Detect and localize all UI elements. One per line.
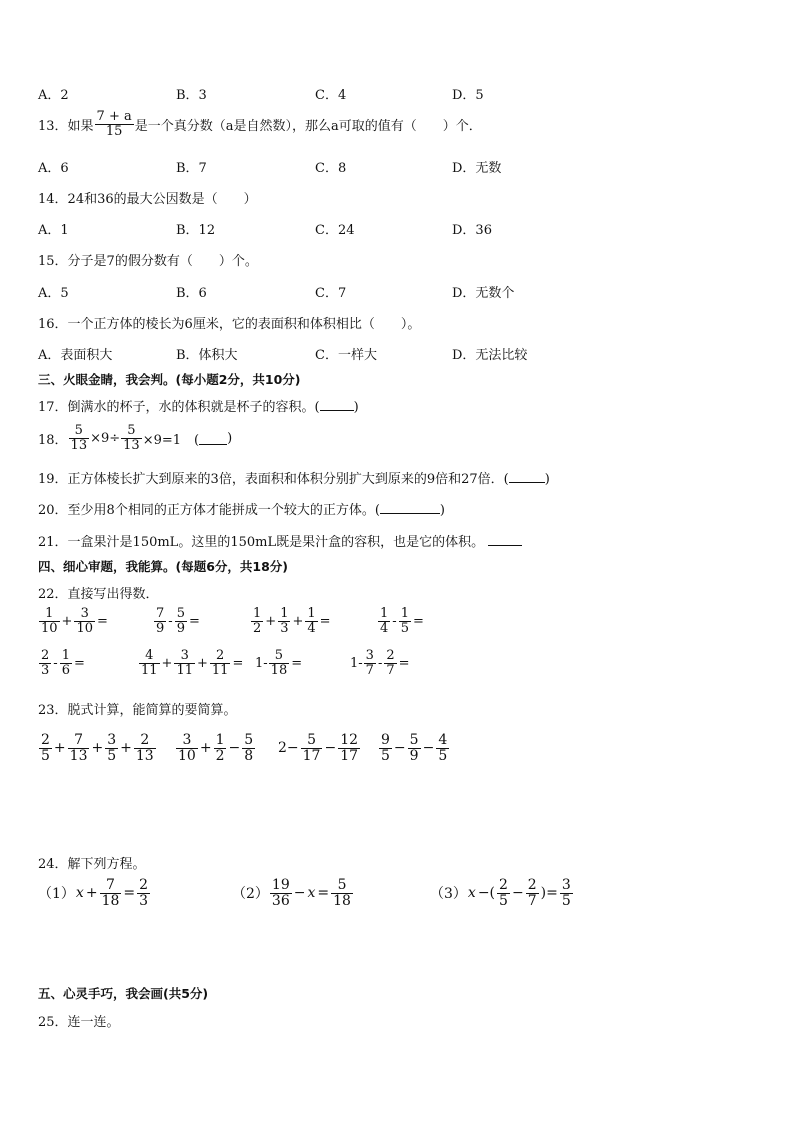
equals: = — [319, 613, 331, 629]
question-18 — [38, 424, 232, 452]
item-number: （1） — [38, 886, 75, 903]
operator: + — [120, 740, 132, 757]
frac-den: 7 — [365, 662, 374, 678]
frac-num: 5 — [244, 732, 254, 748]
frac-num: 1 — [253, 606, 262, 621]
item-number: （3） — [430, 886, 467, 903]
q13-prefix: 13．如果 — [38, 118, 94, 134]
q23-expression-1 — [38, 733, 157, 763]
operator: − — [511, 885, 524, 902]
section-5-heading: 五、心灵手巧，我会画(共5分) — [38, 986, 209, 1001]
operator: − — [324, 740, 337, 757]
frac-den: 7 — [527, 892, 537, 909]
equals: = — [188, 613, 200, 629]
frac-den: 13 — [135, 747, 154, 764]
q13-suffix: 是一个真分数（a是自然数），那么a可取的值有（ ）个． — [134, 118, 482, 134]
option-a: A．5 — [38, 286, 69, 301]
operator: − — [293, 885, 306, 902]
frac-den: 11 — [211, 662, 229, 678]
frac-num: 1 — [61, 648, 70, 663]
option-a: A．6 — [38, 161, 69, 176]
frac-num: 5 — [409, 732, 419, 748]
operator: + — [199, 740, 212, 757]
question-20 — [38, 499, 445, 518]
operator: + — [161, 655, 173, 671]
q18-suffix: ×9=1 ( — [142, 432, 200, 448]
frac-den: 10 — [41, 620, 58, 636]
equals: = — [73, 655, 85, 671]
q20-text: 20．至少用8个相同的正方体才能拼成一个较大的正方体。( — [38, 503, 380, 518]
q24-equation-3 — [430, 878, 574, 908]
frac-num: 5 — [121, 424, 142, 439]
variable-x: x — [307, 885, 316, 902]
frac-den: 18 — [101, 892, 120, 909]
equals: = — [123, 885, 136, 902]
operator: − — [393, 740, 406, 757]
q18-fraction-1 — [69, 424, 90, 452]
frac-num: 1 — [307, 606, 316, 621]
frac-num: 12 — [340, 732, 359, 748]
operator: − — [422, 740, 435, 757]
question-13 — [38, 110, 482, 138]
frac-den: 5 — [381, 747, 390, 764]
frac-den: 3 — [139, 892, 149, 909]
operator: + — [292, 613, 304, 629]
frac-num: 7 — [100, 878, 122, 894]
frac-num: 1 — [39, 607, 60, 622]
frac-num: 3 — [74, 607, 95, 622]
lead-term: 2− — [278, 740, 299, 757]
operator: + — [85, 885, 98, 902]
frac-den: 13 — [69, 747, 88, 764]
frac-num: 4 — [438, 732, 448, 748]
operator: )= — [540, 885, 558, 902]
q22-item-7 — [255, 649, 303, 677]
frac-num: 2 — [41, 732, 50, 748]
q22-item-5 — [38, 649, 86, 677]
q18-fraction-2 — [121, 424, 142, 452]
option-c: C．一样大 — [315, 348, 377, 363]
frac-num: 2 — [134, 733, 156, 749]
frac-num: 1 — [380, 606, 389, 621]
q17-text: 17．倒满水的杯子，水的体积就是杯子的容积。( — [38, 400, 320, 415]
equals: = — [398, 655, 410, 671]
operator: + — [61, 613, 73, 629]
q22-item-1 — [38, 607, 109, 635]
section-3-heading: 三、火眼金睛，我会判。(每小题2分，共10分) — [38, 372, 301, 387]
section-4-heading: 四、细心审题，我能算。(每题6分，共18分) — [38, 559, 289, 574]
q24-equation-2 — [232, 878, 354, 908]
frac-den: 5 — [438, 747, 448, 764]
close-paren: ) — [439, 503, 445, 518]
option-a: A．1 — [38, 223, 69, 238]
lead-term: 1- — [255, 655, 268, 671]
frac-den: 13 — [123, 437, 140, 453]
frac-num: 2 — [527, 877, 537, 893]
option-c: C．4 — [315, 88, 347, 103]
frac-den: 17 — [302, 747, 321, 764]
q23-expression-3 — [277, 733, 361, 763]
frac-den: 9 — [409, 747, 419, 764]
option-d: D．无数 — [452, 161, 502, 176]
answer-blank[interactable] — [380, 501, 440, 514]
frac-num: 7 — [68, 733, 90, 749]
frac-den: 10 — [76, 620, 93, 636]
frac-den: 5 — [499, 892, 508, 909]
operator: + — [265, 613, 277, 629]
option-d: D．无数个 — [452, 286, 515, 301]
frac-den: 13 — [70, 437, 88, 453]
option-d: D．5 — [452, 88, 484, 103]
frac-den: 18 — [270, 662, 288, 678]
question-22: 22．直接写出得数． — [38, 587, 159, 602]
q23-expression-2 — [175, 733, 256, 763]
operator: − — [228, 740, 241, 757]
option-b: B．6 — [176, 286, 207, 301]
frac-num: 5 — [269, 649, 290, 664]
frac-num: 2 — [41, 648, 50, 663]
frac-den: 5 — [41, 747, 50, 764]
frac-num: 2 — [386, 648, 395, 663]
frac-num: 2 — [139, 877, 149, 893]
frac-num: 19 — [271, 877, 290, 893]
frac-num: 1 — [215, 732, 225, 748]
frac-num: 5 — [331, 878, 353, 894]
equals: = — [317, 885, 330, 902]
q13-frac-num: 7 + a — [96, 109, 132, 124]
option-a: A．表面积大 — [38, 348, 113, 363]
option-c: C．7 — [315, 286, 347, 301]
question-17 — [38, 396, 359, 415]
item-number: （2） — [232, 886, 269, 903]
frac-den: 3 — [41, 662, 50, 678]
frac-den: 2 — [253, 620, 262, 636]
frac-num: 2 — [499, 877, 508, 893]
operator: + — [91, 740, 104, 757]
option-b: B．3 — [176, 88, 207, 103]
frac-num: 5 — [176, 606, 185, 621]
q18-prefix: 18． — [38, 432, 68, 448]
question-25: 25．连一连。 — [38, 1015, 120, 1030]
question-23: 23．脱式计算，能简算的要简算。 — [38, 703, 237, 718]
question-15: 15．分子是7的假分数有（ ）个。 — [38, 254, 258, 269]
frac-den: 4 — [307, 620, 316, 636]
frac-num: 9 — [381, 732, 390, 748]
equals: = — [232, 655, 244, 671]
q24-equation-1 — [38, 878, 151, 908]
question-24: 24．解下列方程。 — [38, 857, 146, 872]
q22-item-2 — [153, 607, 201, 635]
frac-num: 3 — [561, 877, 571, 893]
option-c: C．8 — [315, 161, 347, 176]
frac-num: 1 — [400, 606, 409, 621]
frac-den: 17 — [340, 747, 359, 764]
operator: - — [53, 655, 58, 671]
frac-den: 18 — [333, 892, 351, 909]
frac-num: 4 — [139, 649, 160, 664]
equals: = — [291, 655, 303, 671]
answer-blank[interactable] — [488, 533, 522, 546]
lead-term: 1- — [350, 655, 363, 671]
answer-blank[interactable] — [509, 470, 545, 483]
frac-den: 7 — [386, 662, 395, 678]
operator: - — [377, 655, 383, 671]
q22-item-4 — [377, 607, 425, 635]
q22-item-6 — [138, 649, 244, 677]
variable-x: x — [75, 885, 84, 902]
q19-text: 19．正方体棱长扩大到原来的3倍，表面积和体积分别扩大到原来的9倍和27倍．( — [38, 472, 509, 487]
frac-num: 5 — [69, 424, 90, 439]
option-d: D．无法比较 — [452, 348, 528, 363]
frac-num: 7 — [156, 606, 165, 621]
close-paren: ) — [544, 472, 550, 487]
frac-num: 3 — [174, 649, 195, 664]
q13-frac-den: 15 — [105, 123, 123, 139]
q23-expression-4 — [378, 733, 450, 763]
frac-num: 3 — [107, 732, 117, 748]
option-d: D．36 — [452, 223, 492, 238]
option-b: B．体积大 — [176, 348, 238, 363]
frac-num: 2 — [210, 649, 231, 664]
frac-den: 2 — [215, 747, 225, 764]
equals: = — [97, 613, 108, 629]
frac-den: 4 — [380, 620, 389, 636]
option-c: C．24 — [315, 223, 355, 238]
option-a: A．2 — [38, 88, 69, 103]
answer-blank[interactable] — [199, 432, 227, 445]
frac-den: 11 — [141, 662, 158, 678]
frac-den: 9 — [156, 620, 165, 636]
q22-item-3 — [250, 607, 332, 635]
frac-num: 3 — [365, 648, 374, 663]
frac-num: 3 — [176, 733, 198, 749]
operator: −( — [477, 885, 496, 902]
operator: + — [53, 740, 66, 757]
frac-den: 8 — [244, 747, 254, 764]
frac-num: 5 — [301, 733, 323, 749]
frac-den: 10 — [178, 747, 196, 764]
question-16: 16．一个正方体的棱长为6厘米，它的表面积和体积相比（ ）。 — [38, 317, 421, 332]
option-b: B．7 — [176, 161, 207, 176]
frac-den: 5 — [400, 620, 409, 636]
variable-x: x — [467, 885, 476, 902]
frac-den: 11 — [176, 662, 193, 678]
q13-fraction — [95, 110, 134, 138]
answer-blank[interactable] — [320, 398, 354, 411]
question-21 — [38, 531, 522, 550]
question-19 — [38, 468, 550, 487]
equals: = — [412, 613, 424, 629]
frac-den: 5 — [561, 892, 571, 909]
operator: - — [168, 613, 173, 629]
close-paren: ) — [353, 400, 359, 415]
q18-operator: ×9÷ — [90, 430, 121, 446]
option-b: B．12 — [176, 223, 216, 238]
frac-den: 6 — [61, 662, 70, 678]
operator: - — [392, 613, 397, 629]
close-paren: ) — [227, 430, 233, 446]
q21-text: 21．一盒果汁是150mL。这里的150mL既是果汁盒的容积，也是它的体积。 — [38, 535, 485, 550]
frac-den: 9 — [176, 620, 185, 636]
frac-den: 3 — [280, 620, 289, 636]
frac-den: 5 — [107, 747, 117, 764]
question-14: 14．24和36的最大公因数是（ ） — [38, 192, 257, 207]
frac-den: 36 — [271, 892, 290, 909]
q22-item-8 — [350, 649, 411, 677]
frac-num: 1 — [280, 606, 289, 621]
operator: + — [197, 655, 208, 671]
